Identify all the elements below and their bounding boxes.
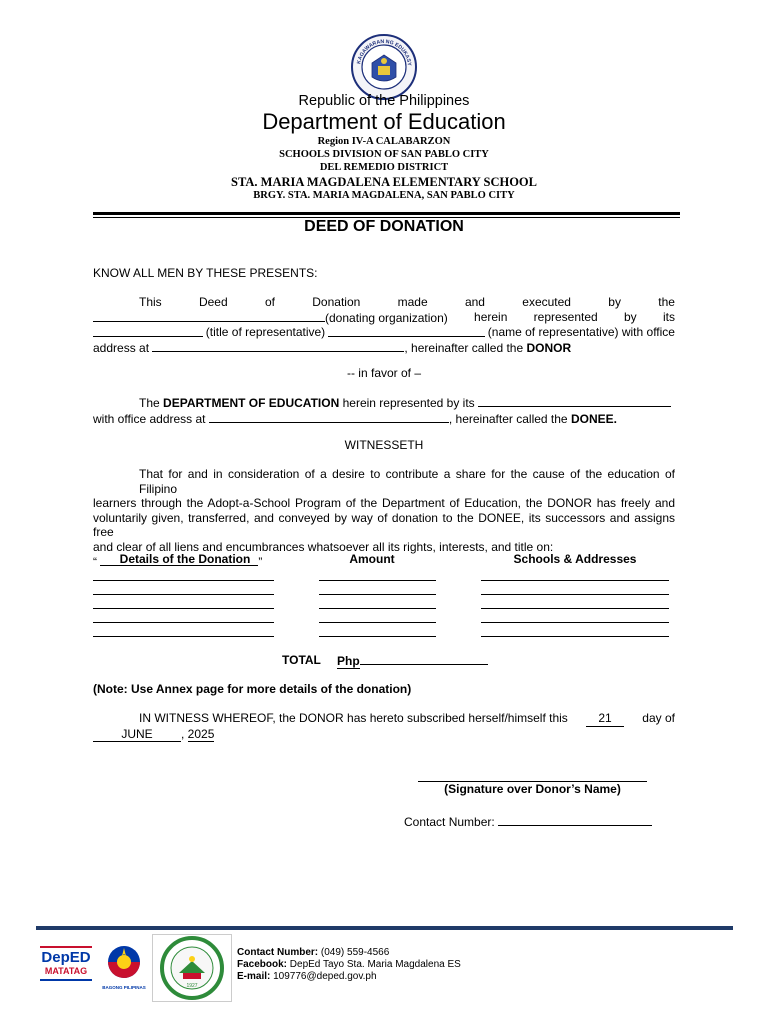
title-rep-blank[interactable]	[93, 325, 203, 337]
amount-blank[interactable]	[319, 622, 436, 623]
district-text: DEL REMEDIO DISTRICT	[319, 162, 449, 173]
details-blank[interactable]	[93, 622, 274, 623]
amount-blank[interactable]	[319, 608, 436, 609]
contact-number-blank[interactable]	[498, 814, 652, 826]
amount-blank[interactable]	[319, 594, 436, 595]
document-title: DEED OF DONATION	[304, 218, 464, 235]
witness-year[interactable]: 2025	[187, 726, 215, 741]
footer-phone: (049) 559-4566	[320, 947, 390, 958]
footer-facebook[interactable]: DepEd Tayo Sta. Maria Magdalena ES	[289, 959, 461, 970]
division-text: SCHOOLS DIVISION OF SAN PABLO CITY	[279, 149, 489, 160]
deed-paragraph: This Deed of Donation made and executed by the (donating organization) herein represented by its (title of representative) (name of representative) with office address at , hereinafter called the DONOR	[93, 295, 675, 355]
total-currency: Php	[337, 653, 488, 668]
schools-blank[interactable]	[481, 622, 669, 623]
witness-day[interactable]: 21	[586, 711, 624, 727]
school-seal	[152, 934, 232, 1002]
witness-month[interactable]: JUNE	[93, 727, 181, 743]
witnesseth-text: WITNESSETH	[344, 438, 424, 452]
deped-seal	[350, 33, 418, 101]
bagong-pilipinas-text: BAGONG PILIPINAS	[102, 985, 146, 990]
intro-text: KNOW ALL MEN BY THESE PRESENTS:	[93, 266, 318, 280]
school-address: BRGY. STA. MARIA MAGDALENA, SAN PABLO CITY	[253, 190, 515, 201]
seal-year: 1927	[186, 983, 198, 989]
department-title: Department of Education	[262, 109, 506, 134]
total-label: TOTAL	[282, 653, 321, 667]
footer-contacts: Contact Number: (049) 559-4566 Facebook: DepEd Tayo Sta. Maria Magdalena ES E-mail: 109776@deped.gov.ph	[237, 947, 461, 982]
details-blank[interactable]	[93, 636, 274, 637]
amount-blank[interactable]	[319, 636, 436, 637]
name-rep-blank[interactable]	[328, 325, 485, 337]
signature-label: (Signature over Donor’s Name)	[444, 782, 621, 796]
schools-blank[interactable]	[481, 636, 669, 637]
col-header-schools: Schools & Addresses	[513, 552, 637, 566]
republic-text: Republic of the Philippines	[298, 93, 470, 109]
schools-blank[interactable]	[481, 594, 669, 595]
total-blank[interactable]	[360, 653, 488, 665]
col-header-details: Details of the Donation	[119, 552, 251, 566]
witness-paragraph: IN WITNESS WHEREOF, the DONOR has hereto subscribed herself/himself this 21 day of JUNE , 2025	[93, 711, 675, 742]
school-name: STA. MARIA MAGDALENA ELEMENTARY SCHOOL	[231, 175, 537, 189]
donee-address-blank[interactable]	[209, 411, 449, 423]
donee-rep-blank[interactable]	[478, 395, 671, 407]
schools-blank[interactable]	[481, 580, 669, 581]
footer-email[interactable]: 109776@deped.gov.ph	[273, 971, 377, 982]
deped-logo-text: DepED	[41, 949, 91, 966]
deped-matatag-logo	[40, 946, 92, 990]
details-blank[interactable]	[93, 580, 274, 581]
contact-row: Contact Number:	[404, 814, 652, 829]
consideration-paragraph: That for and in consideration of a desire to contribute a share for the cause of the education of Filipino learners through the Adopt-a-School Program of the Department of Education, the DONOR has freely and voluntarily given, transferred, and conveyed by way of donation to the DONEE, its successors and assigns free and clear of all liens and encumbrances whatsoever all its rights, interests, and title on: “ ”	[93, 467, 675, 569]
bagong-pilipinas-logo	[98, 944, 150, 990]
region-text: Region IV-A CALABARZON	[317, 136, 451, 147]
footer-bar	[36, 926, 733, 930]
schools-blank[interactable]	[481, 608, 669, 609]
details-blank[interactable]	[93, 594, 274, 595]
donor-address-blank[interactable]	[152, 340, 404, 352]
in-favor-text: -- in favor of –	[346, 366, 422, 380]
annex-note: (Note: Use Annex page for more details of the donation)	[93, 682, 412, 696]
matatag-logo-text: MATATAG	[44, 966, 88, 976]
org-blank[interactable]	[93, 310, 325, 322]
col-header-amount: Amount	[349, 552, 395, 566]
seal-text: KAGAWARAN NG EDUKASY	[356, 38, 413, 67]
amount-blank[interactable]	[319, 580, 436, 581]
details-blank[interactable]	[93, 608, 274, 609]
donee-paragraph: The DEPARTMENT OF EDUCATION herein represented by its with office address at , hereinafter called the DONEE.	[93, 395, 675, 426]
donor-label: DONOR	[526, 340, 572, 355]
